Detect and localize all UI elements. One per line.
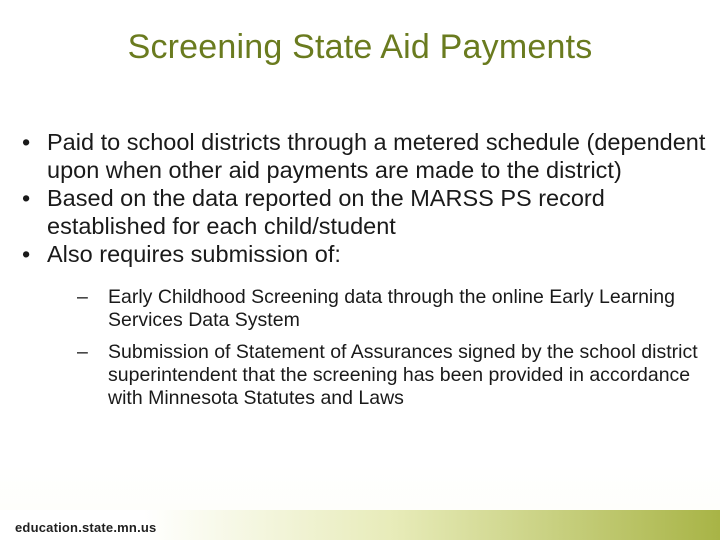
sub-bullet-text: Submission of Statement of Assurances signed by the school district superintendent that the screening has been provided in accordance with Minnesota Statutes and Laws	[108, 341, 698, 409]
bullet-text: Also requires submission of:	[47, 241, 341, 267]
slide-title: Screening State Aid Payments	[127, 28, 593, 66]
footer-url: education.state.mn.us	[15, 520, 157, 535]
bullet-item	[22, 240, 712, 410]
sub-bullet-text: Early Childhood Screening data through the online Early Learning Services Data System	[108, 286, 675, 331]
sub-bullet-item	[77, 286, 712, 332]
bullet-text: Based on the data reported on the MARSS PS record established for each child/student	[47, 185, 605, 239]
sub-bullet-marker: –	[77, 341, 88, 363]
sub-bullet-marker: –	[77, 286, 88, 308]
bullet-marker: •	[22, 129, 31, 155]
bullet-list	[22, 128, 712, 419]
bullet-item	[22, 184, 712, 240]
bullet-item	[22, 128, 712, 184]
bullet-marker: •	[22, 241, 31, 267]
sub-bullet-list	[47, 286, 712, 410]
bullet-text: Paid to school districts through a metered schedule (dependent upon when other aid payments are made to the district)	[47, 129, 706, 183]
bullet-marker: •	[22, 185, 31, 211]
sub-bullet-item	[77, 341, 712, 410]
